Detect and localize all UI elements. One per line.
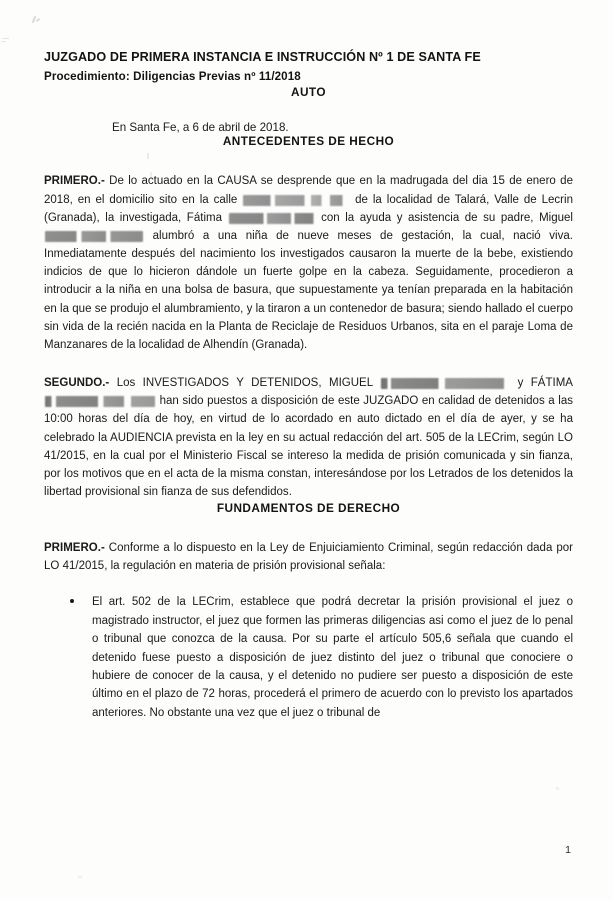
document-header [44,48,573,85]
scan-artifact [78,876,82,878]
redaction-block-miguel-surname [45,231,143,242]
scan-artifact [1,41,6,42]
paragraph-text-part-1: De lo actuado en la CAUSA se desprende que en la madrugada del dia 15 de enero de 2018, en el domicilio sito en la calle [44,175,573,206]
paragraph-text-part-2: de la localidad de Talará, Valle de Lecrin (Granada), la investigada, Fátima [44,193,573,224]
paragraph-text-part-3: han sido puestos a disposición de este JUZGADO en calidad de detenidos a las 10:00 horas del día de hoy, en virtud de lo acordado en auto dictado en el día de ayer, y se ha celebrado la AUDIENCIA prevista en la ley en su actual redacción del art. 505 de la LECrim, según LO 41/2015, en la cual por el Ministerio Fiscal se intereso la medida de prisión comunicada y sin fianza, por los motivos que en el acta de la misma constan, interesándose por los Letrados de los detenidos la libertad provisional sin fianza de sus defendidos. [44,395,573,498]
paragraph-text-part-3: con la ayuda y asistencia de su padre, Miguel [315,211,574,224]
list-item: El art. 502 de la LECrim, establece que podrá decretar la prisión provisional el juez o magistrado instructor, el juez que formen las primeras diligencias asi como el juez de lo penal o tribunal que conozca de la causa. Por su parte el artículo 505,6 señala que cuando el detenido fuese puesto a disposición de juez distinto del juez o tribunal que conociere o hubiere de conocer de la causa, y el detenido no pudiere ser puesto a disposición de este último en el plazo de 72 horas, procederá el primero de acuerdo con lo previsto los apartados anteriores. No obstante una vez que el juez o tribunal de [70,593,573,722]
section-heading-antecedentes: ANTECEDENTES DE HECHO [222,134,395,149]
scan-artifact [36,18,40,22]
paragraph-text-part-2: y FÁTIMA [510,377,573,390]
document-body [44,0,573,722]
scan-artifact [2,38,9,39]
paragraph-lead-segundo: SEGUNDO.- [44,377,110,390]
redaction-block-fatima-fullname [45,396,155,407]
redaction-block-fatima-surname [229,213,315,224]
paragraph-lead-primero-derecho: PRIMERO.- [44,542,105,555]
bullet-list-legal-articles [44,593,573,722]
court-name: JUZGADO DE PRIMERA INSTANCIA E INSTRUCCIÓN Nº 1 DE SANTA FE [44,50,481,64]
paragraph-primero-derecho [44,539,573,575]
paragraph-text-part-1: Los INVESTIGADOS Y DETENIDOS, MIGUEL [109,377,381,390]
redaction-block-miguel-fullname [381,378,509,389]
document-title: AUTO [290,85,326,100]
paragraph-text-part-4: alumbró a una niña de nueve meses de gestación, la cual, nació viva. Inmediatamente después del nacimiento los investigados causaron la muerte de la bebe, existiendo indicios de que lo hicieron dándole un fuerte golpe en la cabeza. Seguidamente, procedieron a introducir a la niña en una bolsa de basura, que supuestamente ya tenían preparada en la habitación en la que se produjo el alumbramiento, y la tiraron a un contenedor de basura; siendo hallado el cuerpo sin vida de la recién nacida en la Planta de Reciclaje de Residuos Urbanos, sita en el paraje Loma de Manzanares de la localidad de Alhendín (Granada). [44,229,573,351]
place-and-date: En Santa Fe, a 6 de abril de 2018. [112,121,289,135]
paragraph-lead-primero: PRIMERO.- [44,175,105,188]
paragraph-primero-hechos [44,172,573,354]
procedure-reference: Procedimiento: Diligencias Previas nº 11/2018 [44,69,301,83]
page-number: 1 [565,844,571,856]
redaction-block-street-address [243,195,349,206]
paragraph-text-part-1: Conforme a lo dispuesto en la Ley de Enjuiciamiento Criminal, según redacción dada por LO 41/2015, la regulación en materia de prisión provisional señala: [44,542,573,573]
scan-artifact [556,787,559,790]
paragraph-segundo-hechos [44,374,573,501]
section-heading-fundamentos: FUNDAMENTOS DE DERECHO [216,501,401,516]
